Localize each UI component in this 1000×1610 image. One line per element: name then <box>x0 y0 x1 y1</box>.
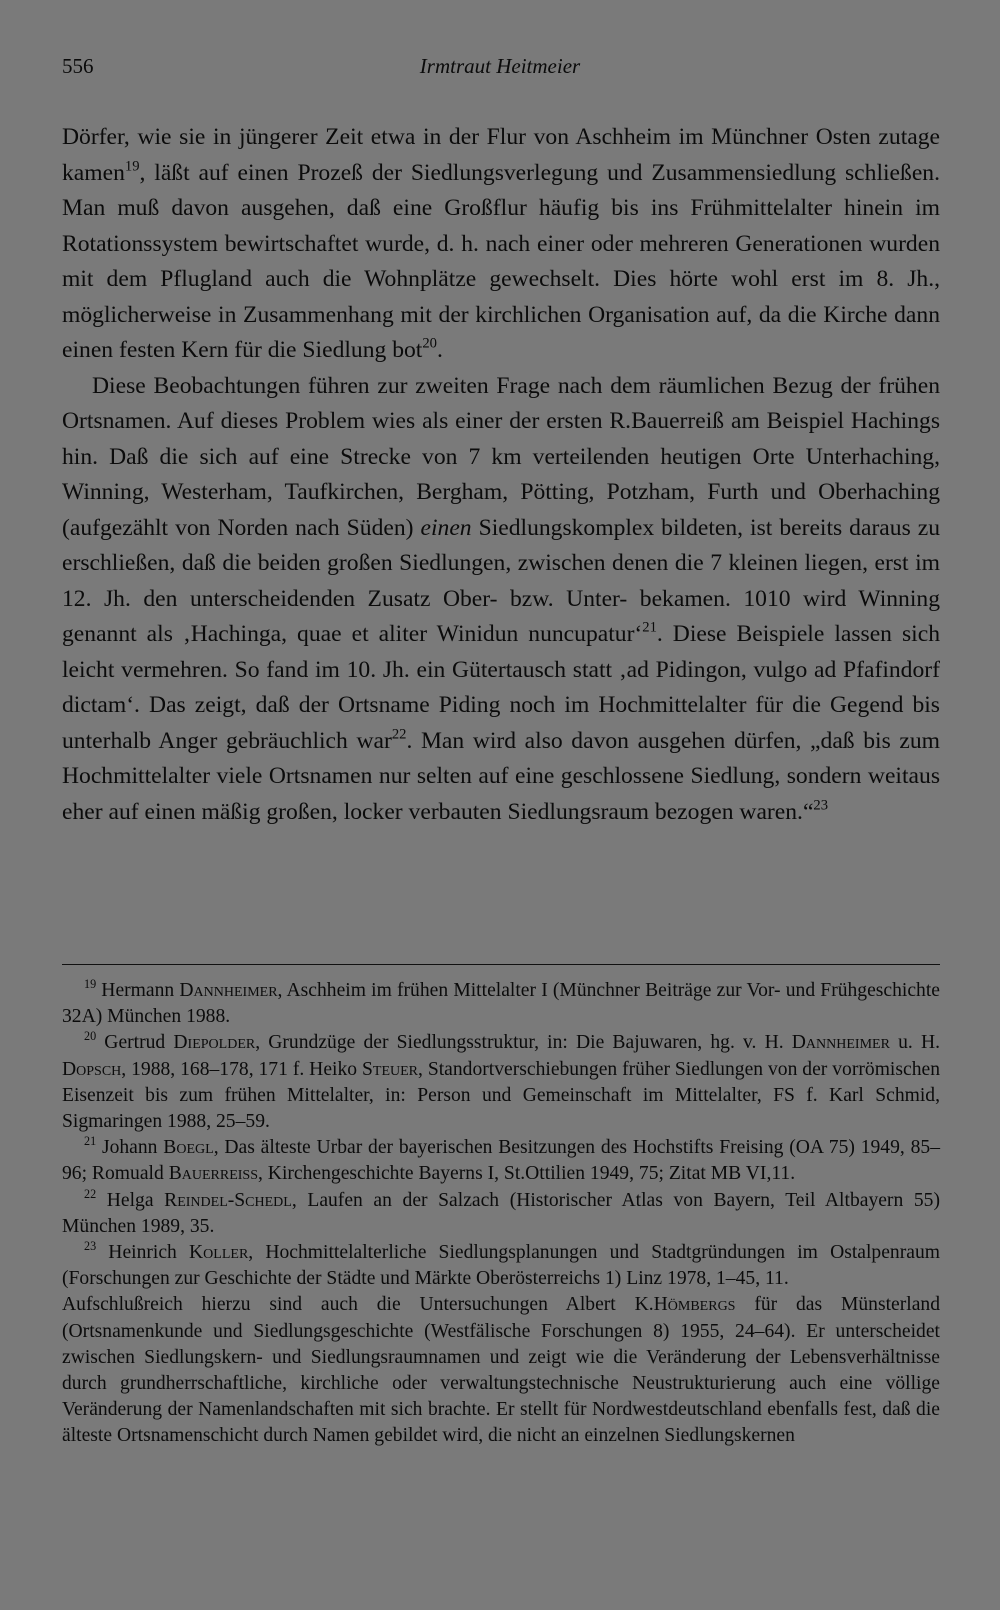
page-number: 556 <box>62 54 94 78</box>
text-run: Diese Beobachtungen führen zur zweiten Frage nach dem räumlichen Bezug der frühen Ortsnamen. Auf dieses Problem wies als einer der ersten R.Bauerreiß am Beispiel Hachings hin. Daß die sich auf eine Strecke von 7 km verteilenden heutigen Orte Unterhaching, Winning, Westerham, Taufkirchen, Bergham, Pötting, Potzham, Furth und Oberhaching (aufgezählt von Norden nach Süden) <box>62 372 940 541</box>
author-name: Bauerreiss <box>168 1163 258 1185</box>
author-name: Steuer <box>362 1058 419 1080</box>
main-text <box>62 120 940 830</box>
author-name: Dannheimer <box>179 980 278 1001</box>
text-run: Hermann <box>96 980 180 1001</box>
footnote-22 <box>62 1188 940 1240</box>
text-run: , Aschheim im frühen Mittelalter I (Münchner Beiträge zur Vor- und Frühgeschichte 32A) München 1988. <box>62 980 940 1028</box>
footnote-number: 23 <box>84 1239 97 1254</box>
footnote-number: 21 <box>84 1134 97 1149</box>
author-name: Dopsch <box>62 1058 122 1080</box>
footnote-20 <box>62 1030 940 1135</box>
page-header <box>62 54 938 88</box>
footnote-21 <box>62 1135 940 1187</box>
footnote-number: 22 <box>84 1186 97 1201</box>
text-run: Dörfer, wie sie in jüngerer Zeit etwa in der Flur von Aschheim im Münchner Osten zutage kamen <box>62 124 940 186</box>
text-run: , 1988, 168–178, 171 f. Heiko <box>121 1058 362 1080</box>
author-name: Reindel-Schedl <box>164 1189 292 1211</box>
text-run: Gertrud <box>96 1032 174 1054</box>
author-name: Hömbergs <box>653 1294 736 1316</box>
text-run: Aufschlußreich hierzu sind auch die Untersuchungen Albert K. <box>62 1294 654 1316</box>
author-name: Boegl <box>163 1137 214 1159</box>
author-name: Diepolder <box>173 1032 256 1054</box>
footnote-number: 20 <box>84 1029 97 1044</box>
footnote-ref-22: 22 <box>391 726 407 742</box>
paragraph-1 <box>62 120 940 369</box>
footnotes <box>62 978 940 1450</box>
text-run: Siedlungskomplex bildeten, ist bereits daraus zu erschließen, daß die beiden großen Siedlungen, zwischen denen die 7 kleinen liegen, erst im 12. Jh. den unterscheidenden Zusatz Ober- bzw. Unter- bekamen. 1010 wird Winning genannt als ‚Hachinga, quae et aliter Winidun nuncupatur‘ <box>62 514 940 647</box>
footnote-ref-20: 20 <box>422 335 437 352</box>
running-head: Irmtraut Heitmeier <box>419 54 581 78</box>
footnote-23 <box>62 1240 940 1292</box>
text-run: . Diese Beispiele lassen sich leicht vermehren. So fand im 10. Jh. ein Gütertausch statt ‚ad Pidingon, vulgo ad Pfafindorf dictam‘. Das zeigt, daß der Ortsname Piding noch im Hochmittelalter für die Gegend bis unterhalb Anger gebräuchlich war <box>62 621 940 754</box>
text-run: , Kirchengeschichte Bayerns I, St.Ottilien 1949, 75; Zitat MB VI,11. <box>258 1163 796 1185</box>
author-name: Dannheimer <box>791 1032 890 1054</box>
footnote-23-continuation <box>62 1292 940 1449</box>
footnote-rule <box>62 964 940 965</box>
text-run: , läßt auf einen Prozeß der Siedlungsverlegung und Zusammensiedlung schließen. Man muß davon ausgehen, daß eine Großflur häufig bis ins Frühmittelalter hinein im Rotationssystem bewirtschaftet wurde, d. h. nach einer oder mehreren Generationen wurden mit dem Pflugland auch die Wohnplätze gewechselt. Dies hörte wohl erst im 8. Jh., möglicherweise in Zusammenhang mit der kirchlichen Organisation auf, da die Kirche dann einen festen Kern für die Siedlung bot <box>62 159 940 363</box>
text-run: , Grundzüge der Siedlungsstruktur, in: Die Bajuwaren, hg. v. H. <box>255 1032 792 1054</box>
footnote-ref-23: 23 <box>813 797 829 813</box>
author-name: Koller <box>189 1242 249 1264</box>
footnote-ref-19: 19 <box>124 158 140 174</box>
emphasis: einen <box>420 514 472 541</box>
text-run: , Laufen an der Salzach (Historischer Atlas von Bayern, Teil Altbayern 55) München 1989, 35. <box>62 1189 940 1237</box>
text-run: , Das älteste Urbar der bayerischen Besitzungen des Hochstifts Freising (OA 75) 1949, 85–96; Romuald <box>62 1137 940 1185</box>
text-run: Johann <box>96 1137 164 1159</box>
text-run: , Hochmittelalterliche Siedlungsplanungen und Stadtgründungen im Ostalpenraum (Forschungen zur Geschichte der Städte und Märkte Oberösterreichs 1) Linz 1978, 1–45, 11. <box>62 1242 940 1290</box>
footnote-19 <box>62 978 940 1030</box>
text-run: u. H. <box>889 1032 940 1054</box>
footnote-ref-21: 21 <box>642 619 657 636</box>
paragraph-2 <box>62 369 940 831</box>
text-run: . Man wird also davon ausgehen dürfen, „daß bis zum Hochmittelalter viele Ortsnamen nur selten auf eine geschlossene Siedlung, sondern weitaus eher auf einen mäßig großen, locker verbauten Siedlungsraum bezogen waren.“ <box>62 727 940 825</box>
text-run: , Standortverschiebungen früher Siedlungen von der vorrömischen Eisenzeit bis zum frühen Mittelalter, in: Person und Gemeinschaft im Mittelalter, FS f. Karl Schmid, Sigmaringen 1988, 25–59. <box>62 1058 940 1133</box>
text-run: Helga <box>96 1189 165 1211</box>
text-run: . <box>436 337 443 363</box>
text-run: Heinrich <box>96 1242 190 1264</box>
text-run: für das Münsterland (Ortsnamenkunde und Siedlungsgeschichte (Westfälische Forschungen 8) 1955, 24–64). Er unterscheidet zwischen Siedlungskern- und Siedlungsraumnamen und zeigt wie die Veränderung der Lebensverhältnisse durch grundherrschaftliche, kirchliche oder verwaltungstechnische Neustrukturierung auch eine völlige Veränderung der Namenlandschaften mit sich brachte. Er stellt für Nordwestdeutschland ebenfalls fest, daß die älteste Ortsnamenschicht durch Namen gebildet wird, die nicht an einzelnen Siedlungskernen <box>62 1294 941 1447</box>
footnote-number: 19 <box>84 977 97 992</box>
